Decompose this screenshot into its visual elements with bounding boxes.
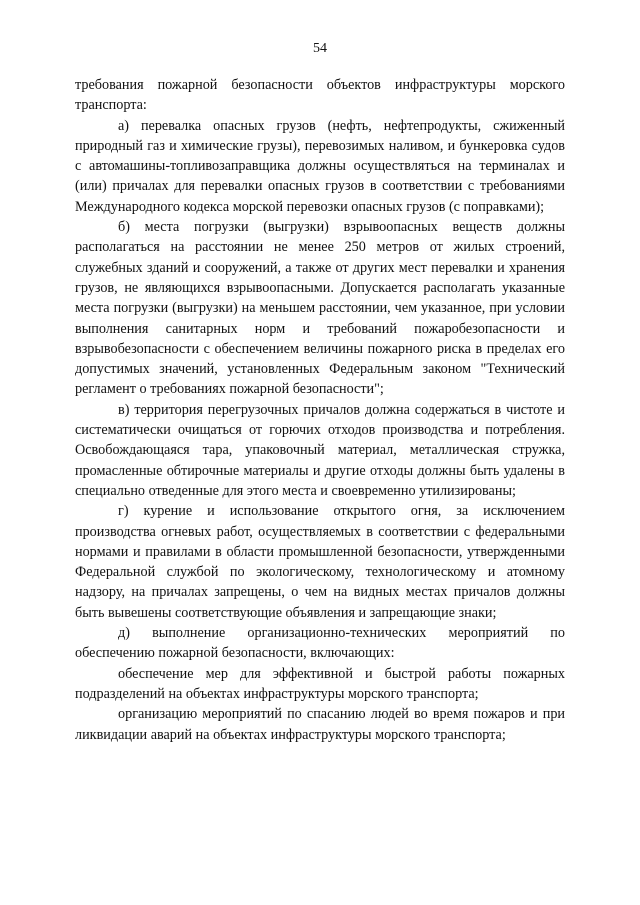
page-number: 54 xyxy=(313,41,327,56)
paragraph-subitem-2: организацию мероприятий по спасанию людей во время пожаров и при ликвидации аварий на объектах инфраструктуры морского транспорта; xyxy=(75,706,565,743)
paragraph-item-d: д) выполнение организационно-технических мероприятий по обеспечению пожарной безопасности, включающих: xyxy=(75,625,565,662)
paragraph-item-a: а) перевалка опасных грузов (нефть, нефтепродукты, сжиженный природный газ и химические грузы), перевозимых наливом, и бункеровка судов с автомашины-топливозаправщика должны осуществляться на терминалах и (или) причалах для перевалки опасных грузов в соответствии с требованиями Международного кодекса морской перевозки опасных грузов (с поправками); xyxy=(75,117,565,215)
paragraph-item-b: б) места погрузки (выгрузки) взрывоопасных веществ должны располагаться на расстоянии не менее 250 метров от жилых строений, служебных зданий и сооружений, а также от других мест перевалки и хранения грузов, не являющихся взрывоопасными. Допускается располагать указанные места погрузки (выгрузки) на меньшем расстоянии, чем указанное, при условии выполнения санитарных норм и требований пожаробезопасности и взрывобезопасности с обеспечением величины пожарного риска в пределах его допустимых значений, установленных Федеральным законом "Технический регламент о требованиях пожарной безопасности"; xyxy=(75,219,565,398)
paragraph-item-g: г) курение и использование открытого огня, за исключением производства огневых работ, осуществляемых в соответствии с федеральными нормами и правилами в области промышленной безопасности, утвержденными Федеральной службой по экологическому, технологическому и атомному надзору, на причалах запрещены, о чем на видных местах причалов должны быть вывешены соответствующие объявления и запрещающие знаки; xyxy=(75,503,565,621)
document-body xyxy=(75,75,565,745)
paragraph-item-v: в) территория перегрузочных причалов должна содержаться в чистоте и систематически очищаться от горючих отходов производства и потребления. Освобождающаяся тара, упаковочный материал, металлическая стружка, промасленные обтирочные материалы и другие отходы должны быть удалены в специально отведенные для этого места и своевременно утилизированы; xyxy=(75,401,565,499)
paragraph-subitem-1: обеспечение мер для эффективной и быстрой работы пожарных подразделений на объектах инфраструктуры морского транспорта; xyxy=(75,665,565,702)
paragraph-intro: требования пожарной безопасности объектов инфраструктуры морского транспорта: xyxy=(75,77,565,114)
